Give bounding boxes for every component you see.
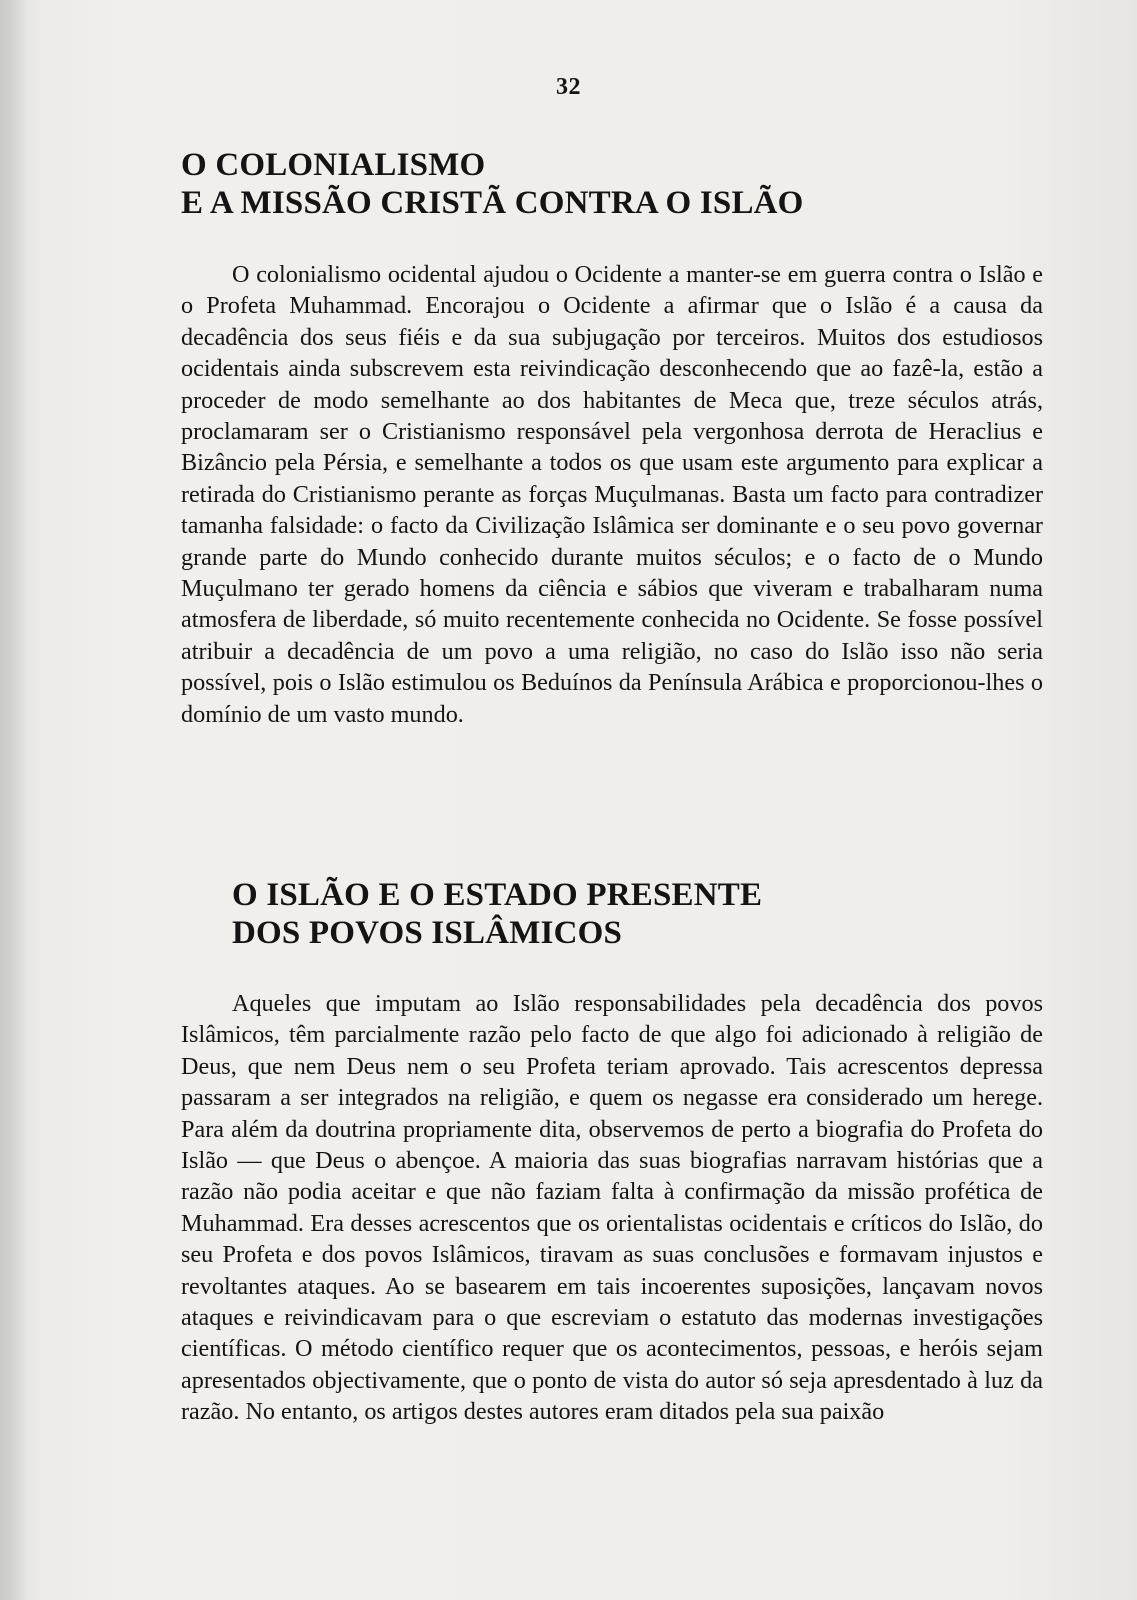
section-2-heading-line-2: DOS POVOS ISLÂMICOS xyxy=(232,915,623,951)
section-1-paragraph: O colonialismo ocidental ajudou o Ocidente a manter-se em guerra contra o Islão e o Profeta Muhammad. Encorajou o Ocidente a afirmar que o Islão é a causa da decadência dos seus fiéis e da sua subjugação por terceiros. Muitos dos estudiosos ocidentais ainda subscrevem esta reivindicação desconhecendo que ao fazê-la, estão a proceder de modo semelhante ao dos habitantes de Meca que, treze séculos atrás, proclamaram ser o Cristianismo responsável pela vergonhosa derrota de Heraclius e Bizâncio pela Pérsia, e semelhante a todos os que usam este argumento para explicar a retirada do Cristianismo perante as forças Muçulmanas. Basta um facto para contradizer tamanha falsidade: o facto da Civilização Islâmica ser dominante e o seu povo governar grande parte do Mundo conhecido durante muitos séculos; e o facto de o Mundo Muçulmano ter gerado homens da ciência e sábios que viveram e trabalharam numa atmosfera de liberdade, só muito recentemente conhecida no Ocidente. Se fosse possível atribuir a decadência de um povo a uma religião, no caso do Islão isso não seria possível, pois o Islão estimulou os Beduínos da Península Arábica e proporcionou-lhes o domínio de um vasto mundo. xyxy=(181,261,1043,728)
binding-gutter-shadow xyxy=(0,0,28,1600)
section-2-heading xyxy=(232,876,762,952)
section-2-heading-line-1: O ISLÃO E O ESTADO PRESENTE xyxy=(232,877,763,913)
section-2-paragraph: Aqueles que imputam ao Islão responsabilidades pela decadência dos povos Islâmicos, têm parcialmente razão pelo facto de que algo foi adicionado à religião de Deus, que nem Deus nem o seu Profeta teriam aprovado. Tais acrescentos depressa passaram a ser integrados na religião, e quem os negasse era considerado um herege. Para além da doutrina propriamente dita, observemos de perto a biografia do Profeta do Islão — que Deus o abençoe. A maioria das suas biografias narravam histórias que a razão não podia aceitar e que não faziam falta à confirmação da missão profética de Muhammad. Era desses acrescentos que os orientalistas ocidentais e críticos do Islão, do seu Profeta e dos povos Islâmicos, tiravam as suas conclusões e formavam injustos e revoltantes ataques. Ao se basearem em tais incoerentes suposições, lançavam novos ataques e reivindicavam para o que escreviam o estatuto das modernas investigações científicas. O método científico requer que os acontecimentos, pessoas, e heróis sejam apresentados objectivamente, que o ponto de vista do autor só seja apresdentado à luz da razão. No entanto, os artigos destes autores eram ditados pela sua paixão xyxy=(181,990,1043,1426)
section-1-heading-line-2: E A MISSÃO CRISTÃ CONTRA O ISLÃO xyxy=(181,185,804,221)
page-number: 32 xyxy=(556,74,581,100)
section-1-heading xyxy=(181,146,804,222)
section-1-heading-line-1: O COLONIALISMO xyxy=(181,147,486,183)
